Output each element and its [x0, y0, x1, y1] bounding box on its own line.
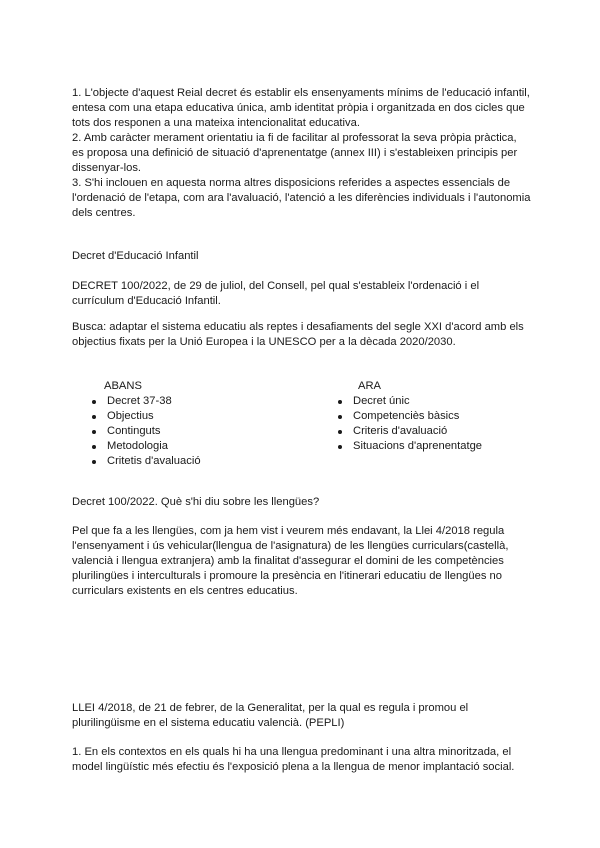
list-item: Situacions d'aprenentatge	[338, 439, 482, 454]
text-line: dels centres.	[72, 207, 136, 219]
text-line: 2. Amb caràcter merament orientatiu ia fi de facilitar al professorat la seva pròpia pràctica,	[72, 132, 517, 144]
text-line: DECRET 100/2022, de 29 de juliol, del Consell, pel qual s'estableix l'ordenació i el	[72, 280, 480, 292]
bullet-icon	[338, 430, 342, 434]
text-line: l'ordenació de l'etapa, com ara l'avaluació, l'atenció a les diferències individuals i l'autonomia	[72, 192, 531, 204]
abans-heading: ABANS	[104, 380, 142, 392]
list-item: Continguts	[92, 424, 201, 439]
abans-column	[92, 379, 201, 469]
bullet-icon	[92, 460, 96, 464]
text-line: plurilingüisme en el sistema educatiu valencià. (PEPLI)	[72, 717, 345, 729]
section-title: Decret 100/2022. Què s'hi diu sobre les llengües?	[72, 496, 320, 508]
text-line: es proposa una definició de situació d'aprenentatge (annex III) i s'estableixen principis per	[72, 147, 518, 159]
llei-paragraph	[72, 701, 532, 731]
ara-column	[338, 379, 482, 454]
text-line: 1. En els contextos en els quals hi ha una llengua predominant i una altra minoritzada, el	[72, 746, 512, 758]
text-line: Pel que fa a les llengües, com ja hem vist i veurem més endavant, la Llei 4/2018 regula	[72, 525, 505, 537]
text-line: 1. L'objecte d'aquest Reial decret és establir els ensenyaments mínims de l'educació infantil,	[72, 87, 530, 99]
text-line: plurilingües i interculturals i promoure la presència en l'itinerari educatiu de llengües no	[72, 570, 502, 582]
list-item: Objectius	[92, 409, 201, 424]
ara-list	[338, 394, 482, 454]
llengues-paragraph	[72, 524, 532, 599]
point1-paragraph	[72, 745, 532, 775]
list-item: Criteris d'avaluació	[338, 424, 482, 439]
list-item: Decret 37-38	[92, 394, 201, 409]
bullet-icon	[92, 400, 96, 404]
text-line: currículum d'Educació Infantil.	[72, 295, 221, 307]
decret-paragraph	[72, 279, 532, 309]
text-line: tots dos responen a una mateixa intencionalitat educativa.	[72, 117, 360, 129]
list-item: Metodologia	[92, 439, 201, 454]
text-line: 3. S'hi inclouen en aquesta norma altres disposicions referides a aspectes essencials de	[72, 177, 511, 189]
text-line: l'ensenyament i ús vehicular(llengua de l'asignatura) de les llengües curriculars(castellà,	[72, 540, 509, 552]
text-line: curriculars existents en els centres educatius.	[72, 585, 298, 597]
text-line: LLEI 4/2018, de 21 de febrer, de la Generalitat, per la qual es regula i promou el	[72, 702, 469, 714]
section-title: Decret d'Educació Infantil	[72, 250, 199, 262]
bullet-icon	[338, 400, 342, 404]
busca-paragraph	[72, 320, 532, 350]
intro-paragraphs	[72, 86, 532, 221]
text-line: entesa com una etapa educativa única, amb identitat pròpia i organitzada en dos cicles que	[72, 102, 525, 114]
text-line: model lingüístic més efectiu és l'exposició plena a la llengua de menor implantació social.	[72, 761, 515, 773]
decret-title-block	[72, 249, 532, 264]
list-item: Competenciès bàsics	[338, 409, 482, 424]
list-item: Critetis d'avaluació	[92, 454, 201, 469]
text-line: dissenyar-los.	[72, 162, 142, 174]
bullet-icon	[92, 430, 96, 434]
bullet-icon	[92, 445, 96, 449]
llengues-title-block	[72, 495, 532, 510]
text-line: objectius fixats per la Unió Europea i la UNESCO per a la dècada 2020/2030.	[72, 336, 456, 348]
bullet-icon	[338, 445, 342, 449]
text-line: valencià i llengua extranjera) amb la finalitat d'assegurar el domini de les competències	[72, 555, 504, 567]
ara-heading: ARA	[358, 380, 382, 392]
abans-list	[92, 394, 201, 469]
text-line: Busca: adaptar el sistema educatiu als reptes i desafiaments del segle XXI d'acord amb els	[72, 321, 524, 333]
bullet-icon	[92, 415, 96, 419]
bullet-icon	[338, 415, 342, 419]
list-item: Decret únic	[338, 394, 482, 409]
